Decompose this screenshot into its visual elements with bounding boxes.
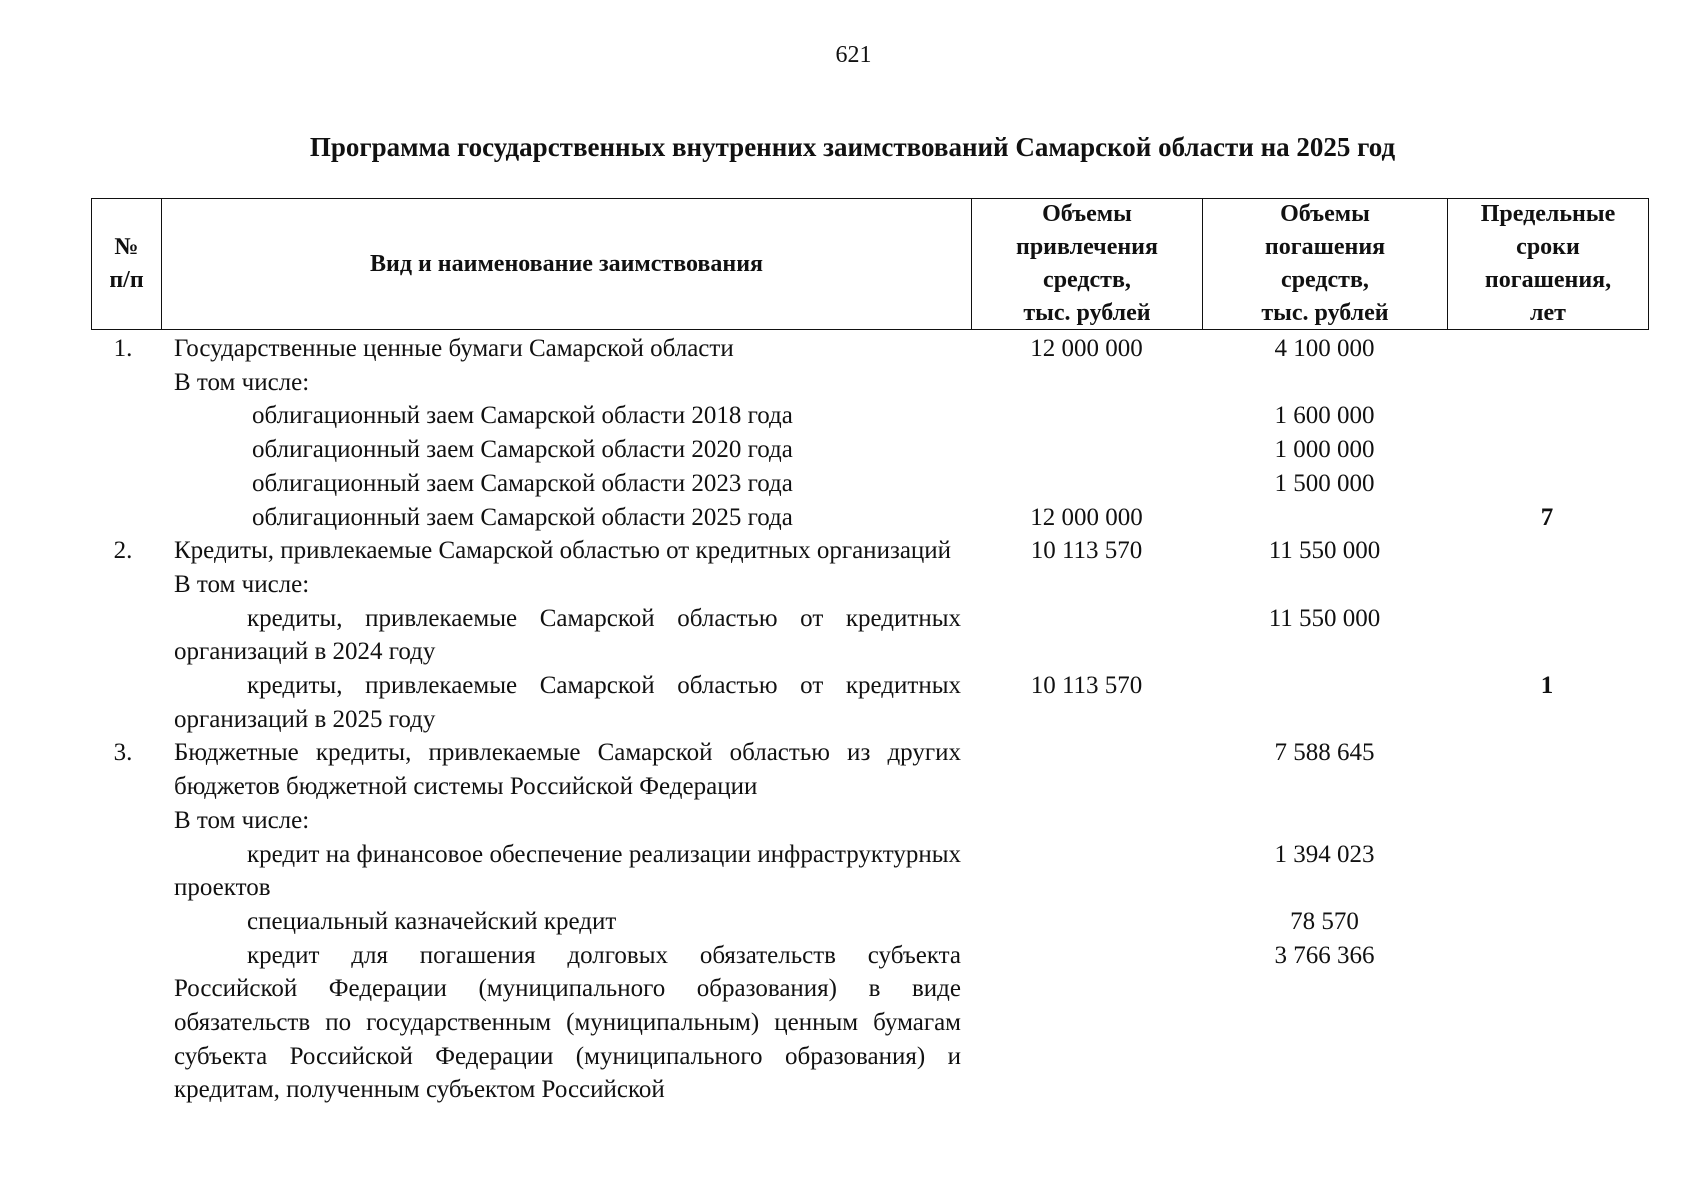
table-row (91, 838, 1649, 905)
row-repaid: 1 000 000 (1274, 436, 1375, 464)
row-name: облигационный заем Самарской области 2023 года (252, 469, 793, 497)
row-name: В том числе: (174, 806, 310, 834)
table-row (91, 366, 1649, 400)
row-number: 3. (113, 739, 133, 767)
table-header (91, 198, 1649, 330)
row-repaid: 4 100 000 (1274, 335, 1375, 362)
row-raised: 10 113 570 (1030, 672, 1143, 700)
row-raised: 12 000 000 (1030, 503, 1143, 531)
row-repaid: 7 588 645 (1274, 739, 1375, 767)
row-name: кредиты, привлекаемые Самарской областью от кредитных организаций в 2024 году (174, 604, 961, 666)
row-repaid: 3 766 366 (1274, 941, 1375, 969)
table-row (91, 501, 1649, 535)
row-name: В том числе: (174, 570, 310, 598)
row-name: облигационный заем Самарской области 2018 года (252, 402, 793, 430)
table-row (91, 399, 1649, 433)
row-name: облигационный заем Самарской области 2020 года (252, 436, 793, 464)
row-name: Государственные ценные бумаги Самарской области (174, 335, 734, 362)
row-name: специальный казначейский кредит (247, 907, 617, 935)
table-row (91, 568, 1649, 602)
row-repaid: 1 600 000 (1274, 402, 1375, 430)
row-name: кредит для погашения долговых обязательств субъекта Российской Федерации (муниципального образования) в виде обязательств по государственным (муниципальным) ценным бумагам субъекта Российской Федерации (муниципального образования) и кредитам, полученным субъектом Российской (174, 941, 961, 1104)
table-row (91, 534, 1649, 568)
row-repaid: 11 550 000 (1268, 604, 1381, 632)
table-row (91, 467, 1649, 501)
table-row (91, 669, 1649, 736)
row-number: 2. (113, 537, 133, 565)
row-repaid: 78 570 (1290, 907, 1359, 935)
row-name: облигационный заем Самарской области 2025 года (252, 503, 793, 531)
document-title: Программа государственных внутренних заимствований Самарской области на 2025 год (309, 132, 1396, 162)
row-repaid: 1 394 023 (1274, 840, 1375, 868)
header-raised-volume: Объемы привлечения средств, тыс. рублей (972, 199, 1203, 329)
row-name: кредит на финансовое обеспечение реализации инфраструктурных проектов (174, 840, 961, 902)
row-repaid: 1 500 000 (1274, 469, 1375, 497)
row-term: 1 (1540, 672, 1554, 700)
row-repaid: 11 550 000 (1268, 537, 1381, 565)
header-borrowing-name: Вид и наименование заимствования (162, 199, 972, 329)
table-body (91, 332, 1649, 1107)
table-row (91, 905, 1649, 939)
header-number: № п/п (92, 199, 162, 329)
row-name: Бюджетные кредиты, привлекаемые Самарской областью из других бюджетов бюджетной системы Российской Федерации (174, 739, 961, 801)
table-row (91, 433, 1649, 467)
row-name: В том числе: (174, 368, 310, 396)
table-row (91, 804, 1649, 838)
row-name: Кредиты, привлекаемые Самарской областью от кредитных организаций (174, 537, 952, 565)
row-term: 7 (1540, 503, 1554, 531)
table-row (91, 332, 1649, 366)
header-repayment-term: Предельные сроки погашения, лет (1480, 201, 1616, 326)
page-number: 621 (835, 42, 872, 68)
row-name: кредиты, привлекаемые Самарской областью от кредитных организаций в 2025 году (174, 672, 961, 733)
row-raised: 10 113 570 (1030, 537, 1143, 565)
row-number: 1. (113, 335, 133, 362)
table-row (91, 736, 1649, 803)
table-row (91, 602, 1649, 669)
row-raised: 12 000 000 (1030, 335, 1143, 362)
table-row (91, 939, 1649, 1108)
header-repaid-volume: Объемы погашения средств, тыс. рублей (1203, 199, 1448, 329)
